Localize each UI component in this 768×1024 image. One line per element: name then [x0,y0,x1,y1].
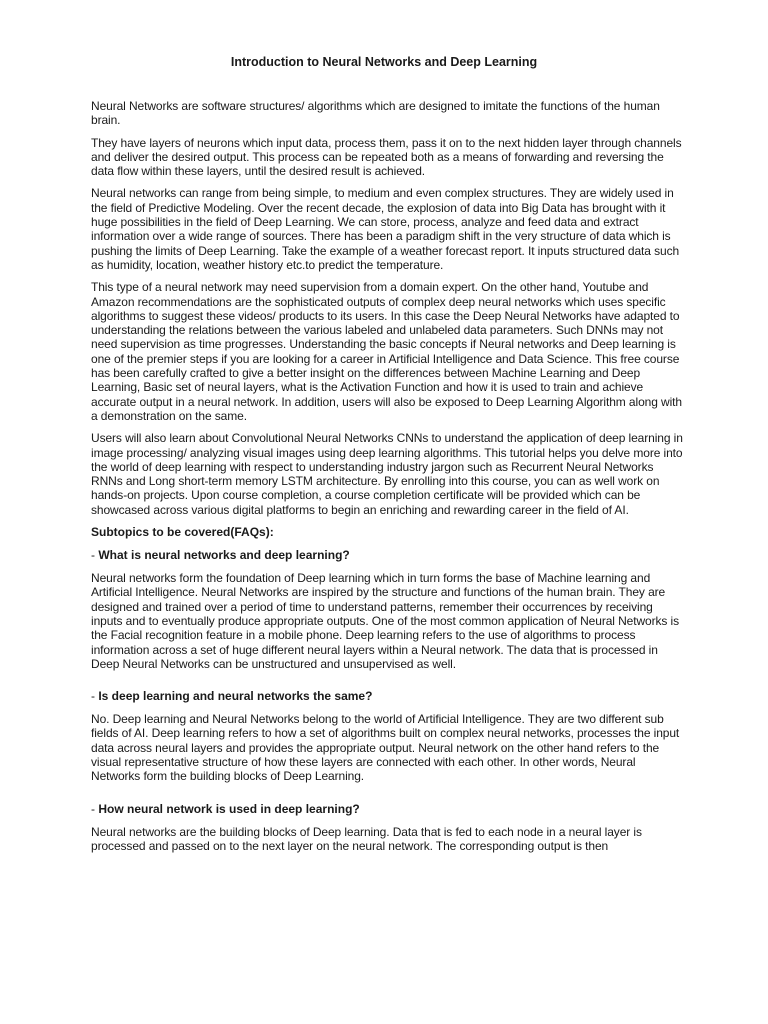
faq-answer-3: Neural networks are the building blocks of Deep learning. Data that is fed to each node in a neural layer is processed and passed on to the next layer on the neural network. The corresponding output is then [91,824,642,853]
intro-paragraph-2: They have layers of neurons which input data, process them, pass it on to the next hidden layer through channels and deliver the desired output. This process can be repeated both as a means of forwarding and reversing the data flow within these layers, until the desired result is achieved. [91,135,682,179]
faq-dash: - [91,801,99,816]
faq-answer-2: No. Deep learning and Neural Networks belong to the world of Artificial Intelligence. They are two different sub fields of AI. Deep learning refers to how a set of algorithms built on complex neural networks, processes the input data across neural layers and provides the appropriate output. Neural network on the other hand refers to the visual representative structure of how these layers are connected with each other. In other words, Neural Networks form the building blocks of Deep Learning. [91,712,680,784]
faq-question-2 [91,689,687,703]
document-body [91,99,687,861]
faq-dash: - [91,548,99,563]
section-spacer [91,792,687,802]
faq-question-1 [91,548,687,562]
faq-question-3 [91,802,687,816]
faq-question-text: How neural network is used in deep learning? [98,801,360,816]
subtopics-heading: Subtopics to be covered(FAQs): [91,525,274,540]
faq-dash: - [91,689,99,704]
faq-answer-1: Neural networks form the foundation of Deep learning which in turn forms the base of Machine learning and Artificial Intelligence. Neural Networks are inspired by the structure and functions of the human brain. They are designed and trained over a period of time to understand patterns, remember their occurrences by receiving inputs and to eventually produce appropriate outputs. One of the most common application of Neural Networks is the Facial recognition feature in a mobile phone. Deep learning refers to the use of algorithms to process information across a set of huge different neural layers within a Neural network. The data that is processed in Deep Neural Networks can be unstructured and unsupervised as well. [91,571,679,671]
document-title: Introduction to Neural Networks and Deep Learning [230,55,538,69]
faq-question-text: Is deep learning and neural networks the same? [98,689,373,704]
faq-question-text: What is neural networks and deep learning? [98,548,350,563]
section-spacer [91,679,687,689]
intro-paragraph-3: Neural networks can range from being simple, to medium and even complex structures. They are widely used in the field of Predictive Modeling. Over the recent decade, the explosion of data into Big Data has brought with it huge possibilities in the field of Deep Learning. We can store, process, analyze and feed data and extract information over a wide range of sources. There has been a paradigm shift in the very structure of data which is pushing the limits of Deep Learning. Take the example of a weather forecast report. It inputs structured data such as humidity, location, weather history etc.to predict the temperature. [91,186,680,272]
intro-paragraph-4: This type of a neural network may need supervision from a domain expert. On the other hand, Youtube and Amazon recommendations are the sophisticated outputs of complex deep neural networks which uses specific algorithms to suggest these videos/ products to its users. In this case the Deep Neural Networks have adapted to understanding the relations between the various labeled and unlabeled data parameters. Such DNNs may not need supervision as time progresses. Understanding the basic concepts if Neural networks and Deep learning is one of the premier steps if you are looking for a career in Artificial Intelligence and Data Science. This free course has been carefully crafted to give a better insight on the differences between Machine Learning and Deep Learning, Basic set of neural layers, what is the Activation Function and how it is used to train and achieve accurate output in a neural network. In addition, users will also be exposed to Deep Learning Algorithm along with a demonstration on the same. [91,280,682,423]
intro-paragraph-5: Users will also learn about Convolutional Neural Networks CNNs to understand the application of deep learning in image processing/ analyzing visual images using deep learning algorithms. This tutorial helps you delve more into the world of deep learning with respect to understanding industry jargon such as Recurrent Neural Networks RNNs and Long short-term memory LSTM architecture. By enrolling into this course, you can as well work on hands-on projects. Upon course completion, a course completion certificate will be provided which can be showcased across various digital platforms to begin an enriching and rewarding career in the field of AI. [91,431,683,517]
intro-paragraph-1: Neural Networks are software structures/ algorithms which are designed to imitate the functions of the human brain. [91,99,660,128]
